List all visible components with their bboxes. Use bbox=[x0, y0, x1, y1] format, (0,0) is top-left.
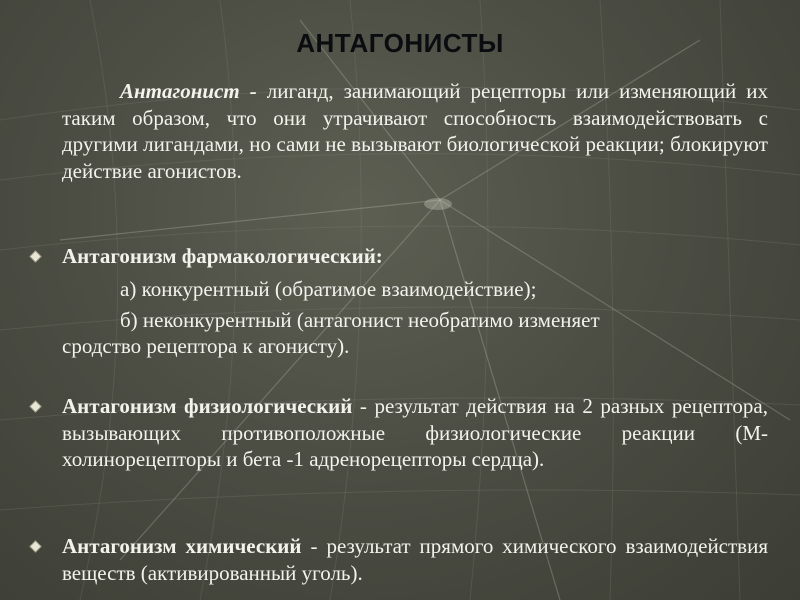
physiological-term: Антагонизм физиологический bbox=[62, 394, 353, 418]
physiological-text: - результат действия на 2 разных рецептора, вызывающих противоположные физиологические реакции (М-холинорецепторы и бета -1 адренорецепторы сердца). bbox=[62, 394, 768, 471]
page-title: АНТАГОНИСТЫ bbox=[296, 28, 504, 58]
pharmacological-item-b-line1: б) неконкурентный (антагонист необратимо изменяет bbox=[120, 308, 600, 332]
chemical-text: - результат прямого химического взаимодействия веществ (активированный уголь). bbox=[62, 534, 768, 585]
physiological-paragraph bbox=[62, 393, 768, 473]
chemical-term: Антагонизм химический bbox=[62, 534, 302, 558]
definition-paragraph bbox=[62, 78, 768, 184]
chemical-paragraph bbox=[62, 533, 768, 586]
pharmacological-item-a: а) конкурентный (обратимое взаимодействие); bbox=[120, 277, 537, 301]
definition-text: лиганд, занимающий рецепторы или изменяющий их таким образом, что они утрачивают способность взаимодействовать с другими лигандами, но сами не вызывают биологической реакции; блокируют действие агонистов. bbox=[62, 79, 768, 183]
pharmacological-term: Антагонизм фармакологический: bbox=[62, 244, 383, 268]
definition-term: Антагонист - bbox=[120, 79, 257, 103]
pharmacological-item-b-line2: сродство рецептора к агонисту). bbox=[62, 334, 350, 358]
